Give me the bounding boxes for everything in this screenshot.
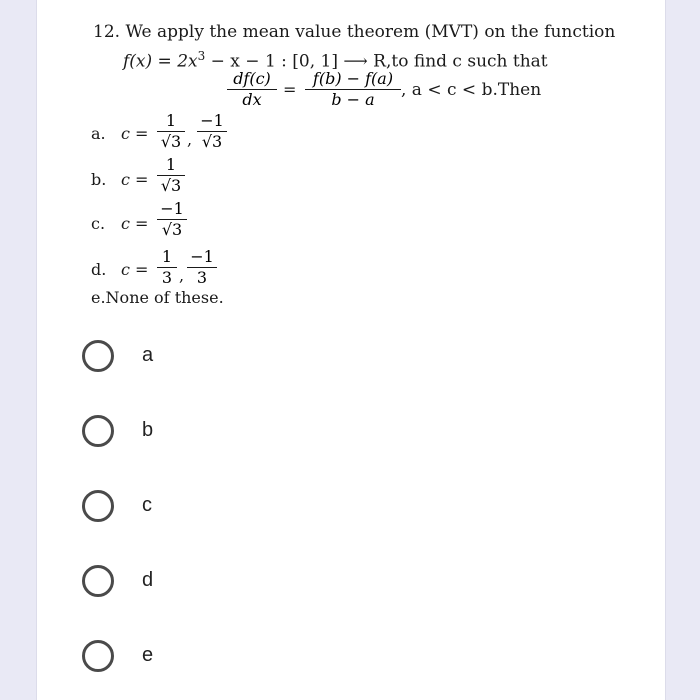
radio-circle-icon[interactable]: [82, 565, 114, 597]
option-a-label: a: [142, 344, 154, 366]
option-c-label: c: [142, 494, 152, 516]
choice-b-num: 1: [165, 155, 177, 174]
choice-d-den-2: 3: [196, 268, 208, 287]
condition-text: , a < c < b.Then: [401, 80, 542, 100]
choice-e-label: e.None of these.: [91, 288, 224, 307]
option-c[interactable]: [82, 490, 382, 530]
choice-b-prefix: c =: [121, 170, 149, 189]
quotient-denominator: b − a: [331, 90, 375, 109]
choice-a-separator: ,: [187, 130, 193, 149]
choice-a-num-2: −1: [200, 111, 224, 130]
choice-d-prefix: c =: [121, 260, 149, 279]
function-definition: [123, 46, 548, 72]
question-text: 12. We apply the mean value theorem (MVT) on the function: [93, 22, 616, 42]
choice-c-fraction: [157, 200, 187, 239]
radio-circle-icon[interactable]: [82, 490, 114, 522]
choice-c-label: c.: [91, 214, 106, 233]
option-d-label: d: [142, 569, 154, 591]
option-d[interactable]: [82, 565, 382, 605]
function-domain: − x − 1 : [0, 1] ⟶ R,to find c such that: [205, 51, 548, 72]
choice-b-fraction: [157, 156, 185, 195]
difference-quotient: [305, 70, 401, 109]
choice-d-fraction-2: [187, 248, 217, 287]
quotient-numerator: f(b) − f(a): [312, 69, 394, 88]
radio-circle-icon[interactable]: [82, 415, 114, 447]
option-b[interactable]: [82, 415, 382, 455]
choice-c-prefix: c =: [121, 214, 149, 233]
choice-d-label: d.: [91, 260, 107, 279]
choice-c-num: −1: [160, 199, 184, 218]
choice-d-fraction-1: [157, 248, 177, 287]
choice-d-separator: ,: [179, 266, 185, 285]
choice-d-num-1: 1: [161, 247, 173, 266]
derivative-denominator: dx: [242, 90, 262, 109]
equals-sign: =: [283, 80, 297, 99]
choice-a-fraction-1: [157, 112, 185, 151]
choice-b-den: √3: [160, 176, 182, 195]
choice-c-den: √3: [161, 220, 183, 239]
derivative-numerator: df(c): [233, 69, 271, 88]
choice-a-prefix: c =: [121, 124, 149, 143]
choice-a-label: a.: [91, 124, 106, 143]
option-b-label: b: [142, 419, 154, 441]
option-e[interactable]: [82, 640, 382, 680]
choice-a-den-2: √3: [201, 132, 223, 151]
radio-circle-icon[interactable]: [82, 640, 114, 672]
choice-a-den-1: √3: [160, 132, 182, 151]
function-exponent: 3: [197, 49, 206, 63]
choice-d-den-1: 3: [161, 268, 173, 287]
choice-d-num-2: −1: [190, 247, 214, 266]
option-e-label: e: [142, 644, 154, 666]
choice-a-fraction-2: [197, 112, 227, 151]
choice-b-label: b.: [91, 170, 107, 189]
derivative-fraction: [227, 70, 277, 109]
function-expression: f(x) = 2x: [123, 51, 198, 72]
option-a[interactable]: [82, 340, 382, 380]
choice-a-num-1: 1: [165, 111, 177, 130]
radio-circle-icon[interactable]: [82, 340, 114, 372]
